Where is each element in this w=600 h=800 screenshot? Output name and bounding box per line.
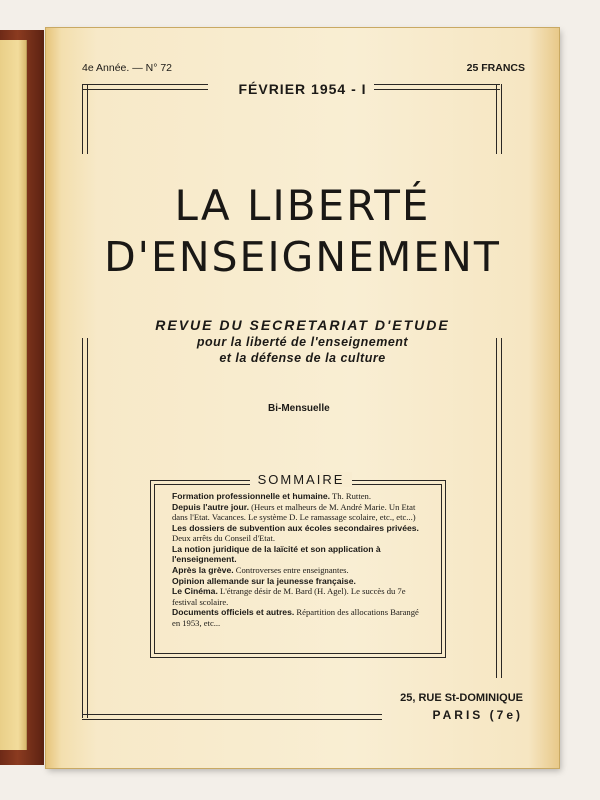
address-city: PARIS (7e) bbox=[432, 708, 523, 722]
item-detail: L'étrange désir de M. Bard (H. Agel). Le succès du 7e festival scolaire. bbox=[172, 586, 406, 607]
list-item bbox=[172, 502, 428, 522]
magazine-cover bbox=[46, 28, 559, 768]
list-item bbox=[172, 576, 428, 586]
sommaire-list bbox=[172, 491, 428, 628]
sommaire-heading bbox=[154, 471, 448, 489]
item-detail: (Heurs et malheurs de M. André Marie. Un Etat dans l'Etat. Vacances. Le système D. Le ramassage scolaire, etc., etc...) bbox=[172, 501, 416, 522]
issue-date: FÉVRIER 1954 - I bbox=[238, 81, 367, 97]
list-item bbox=[172, 607, 428, 627]
address-street: 25, RUE St-DOMINIQUE bbox=[400, 692, 523, 704]
title-line-1: LA LIBERTÉ bbox=[174, 181, 431, 230]
list-item bbox=[172, 565, 428, 575]
list-item bbox=[172, 523, 428, 543]
item-detail: Répartition des allocations Barangé en 1953, etc... bbox=[172, 607, 419, 628]
item-title: Le Cinéma. bbox=[172, 586, 218, 597]
item-title: Depuis l'autre jour. bbox=[172, 501, 250, 512]
subtitle-line-2: pour la liberté de l'enseignement bbox=[196, 335, 409, 349]
item-title: La notion juridique de la laïcité et son application à l'enseignement. bbox=[172, 543, 381, 564]
sommaire-heading-text: SOMMAIRE bbox=[250, 472, 353, 487]
item-detail: Controverses entre enseignantes. bbox=[233, 564, 349, 575]
issue-number: 4e Année. — N° 72 bbox=[82, 62, 173, 74]
item-detail: Th. Rutten. bbox=[330, 491, 371, 501]
list-item bbox=[172, 491, 428, 501]
adjacent-page-edge bbox=[0, 40, 27, 750]
item-title: Opinion allemande sur la jeunesse française. bbox=[172, 575, 356, 586]
title-line-2: D'ENSEIGNEMENT bbox=[104, 233, 501, 281]
item-detail: Deux arrêts du Conseil d'Etat. bbox=[172, 533, 275, 543]
subtitle-line-1: REVUE DU SECRETARIAT D'ETUDE bbox=[155, 317, 450, 333]
item-title: Formation professionnelle et humaine. bbox=[172, 491, 331, 501]
item-title: Documents officiels et autres. bbox=[172, 607, 295, 618]
frequency-label: Bi-Mensuelle bbox=[268, 403, 330, 414]
list-item bbox=[172, 544, 428, 564]
list-item bbox=[172, 586, 428, 606]
price: 25 FRANCS bbox=[466, 62, 525, 74]
subtitle-line-3: et la défense de la culture bbox=[219, 351, 386, 365]
item-title: Les dossiers de subvention aux écoles secondaires privées. bbox=[172, 522, 419, 533]
item-title: Après la grève. bbox=[172, 564, 234, 575]
